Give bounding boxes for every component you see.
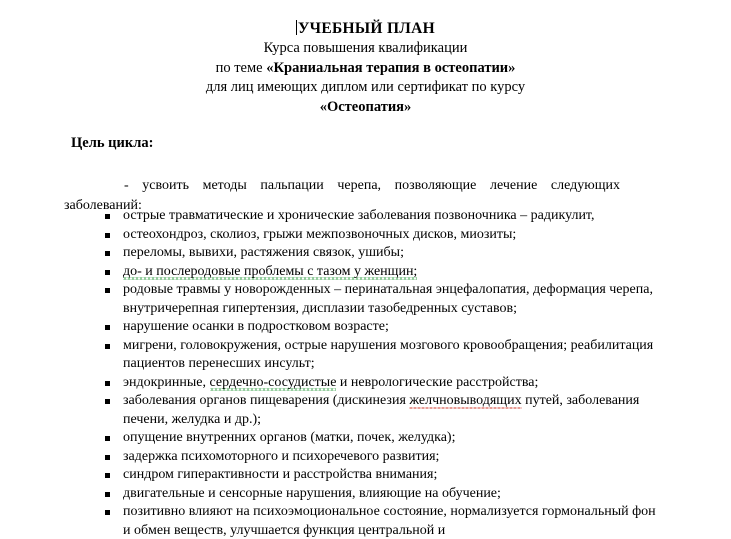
list-item xyxy=(64,337,664,374)
bullet-square-icon xyxy=(105,436,110,441)
list-item-label: остеохондроз, сколиоз, грыжи межпозвоночных дисков, миозиты; xyxy=(123,226,517,242)
grammar-error-underline: сердечно-сосудистые xyxy=(209,374,337,390)
list-item xyxy=(64,429,664,448)
document-header xyxy=(0,18,731,117)
list-item-label: синдром гиперактивности и расстройства внимания; xyxy=(123,467,438,482)
bullet-square-icon xyxy=(105,510,110,515)
bullet-square-icon xyxy=(105,270,110,275)
list-item-label: эндокринные, сердечно-сосудистые и неврологические расстройства; xyxy=(123,374,539,390)
list-item xyxy=(64,281,664,318)
list-item-label: острые травматические и хронические заболевания позвоночника – радикулит, xyxy=(123,208,595,223)
bullet-square-icon xyxy=(105,233,110,238)
header-topic-title: «Краниальная терапия в остеопатии» xyxy=(266,59,516,76)
bullet-square-icon xyxy=(105,214,110,219)
bullet-square-icon xyxy=(105,492,110,497)
bullet-square-icon xyxy=(105,473,110,478)
list-item xyxy=(64,226,664,245)
document-title-text: УЧЕБНЫЙ ПЛАН xyxy=(298,20,435,37)
list-item xyxy=(64,318,664,337)
bullet-square-icon xyxy=(105,251,110,256)
list-item xyxy=(64,263,664,282)
list-item-label: мигрени, головокружения, острые нарушения мозгового кровообращения; реабилитация пациентов перенесших инсульт; xyxy=(123,337,654,371)
header-subtitle-line-3: для лиц имеющих диплом или сертификат по курсу xyxy=(205,79,526,95)
bullet-square-icon xyxy=(105,344,110,349)
bullet-square-icon xyxy=(105,288,110,293)
list-item xyxy=(64,374,664,393)
list-item-label: задержка психомоторного и психоречевого развития; xyxy=(123,448,440,464)
list-item-label: нарушение осанки в подростковом возрасте; xyxy=(123,319,389,334)
conditions-bullet-list xyxy=(64,207,664,539)
list-item xyxy=(64,244,664,263)
header-subtitle-line-1: Курса повышения квалификации xyxy=(263,40,468,56)
list-item-label: переломы, вывихи, растяжения связок, ушибы; xyxy=(123,245,404,260)
list-item-label xyxy=(123,263,664,282)
bullet-square-icon xyxy=(105,381,110,386)
list-item-label: родовые травмы у новорожденных – перинатальная энцефалопатия, деформация черепа, внутричерепная гипертензия, дисплазии тазобедренных суставов; xyxy=(123,282,653,316)
list-item xyxy=(64,207,664,226)
text-cursor-caret xyxy=(296,20,297,35)
list-item xyxy=(64,485,664,504)
spelling-error-underline: желчновыводящих xyxy=(409,393,522,408)
grammar-error-underline: до- и послеродовые проблемы с тазом у женщин; xyxy=(123,263,418,279)
list-item xyxy=(64,503,664,539)
goal-section-heading: Цель цикла: xyxy=(71,135,154,151)
list-item-label: позитивно влияют на психоэмоциональное состояние, нормализуется гормональный фон и обмен веществ, улучшается функция центральной и xyxy=(123,504,656,538)
list-item-label: двигательные и сенсорные нарушения, влияющие на обучение; xyxy=(123,485,501,501)
bullet-square-icon xyxy=(105,455,110,460)
header-course-name: «Остеопатия» xyxy=(319,98,412,115)
bullet-square-icon xyxy=(105,325,110,330)
document-title xyxy=(0,18,731,39)
bullet-square-icon xyxy=(105,399,110,404)
header-subtitle-line-2 xyxy=(0,59,731,79)
list-item xyxy=(64,466,664,485)
header-topic-prefix: по теме xyxy=(215,59,267,76)
list-item xyxy=(64,392,664,429)
list-item xyxy=(64,448,664,467)
list-item-label: заболевания органов пищеварения (дискинезия желчновыводящих путей, заболевания печени, желудка и др.); xyxy=(123,393,640,427)
goal-intro-paragraph: - усвоить методы пальпации черепа, позволяющие лечение следующих заболеваний: xyxy=(64,178,620,213)
list-item-label: опущение внутренних органов (матки, почек, желудка); xyxy=(123,430,456,445)
